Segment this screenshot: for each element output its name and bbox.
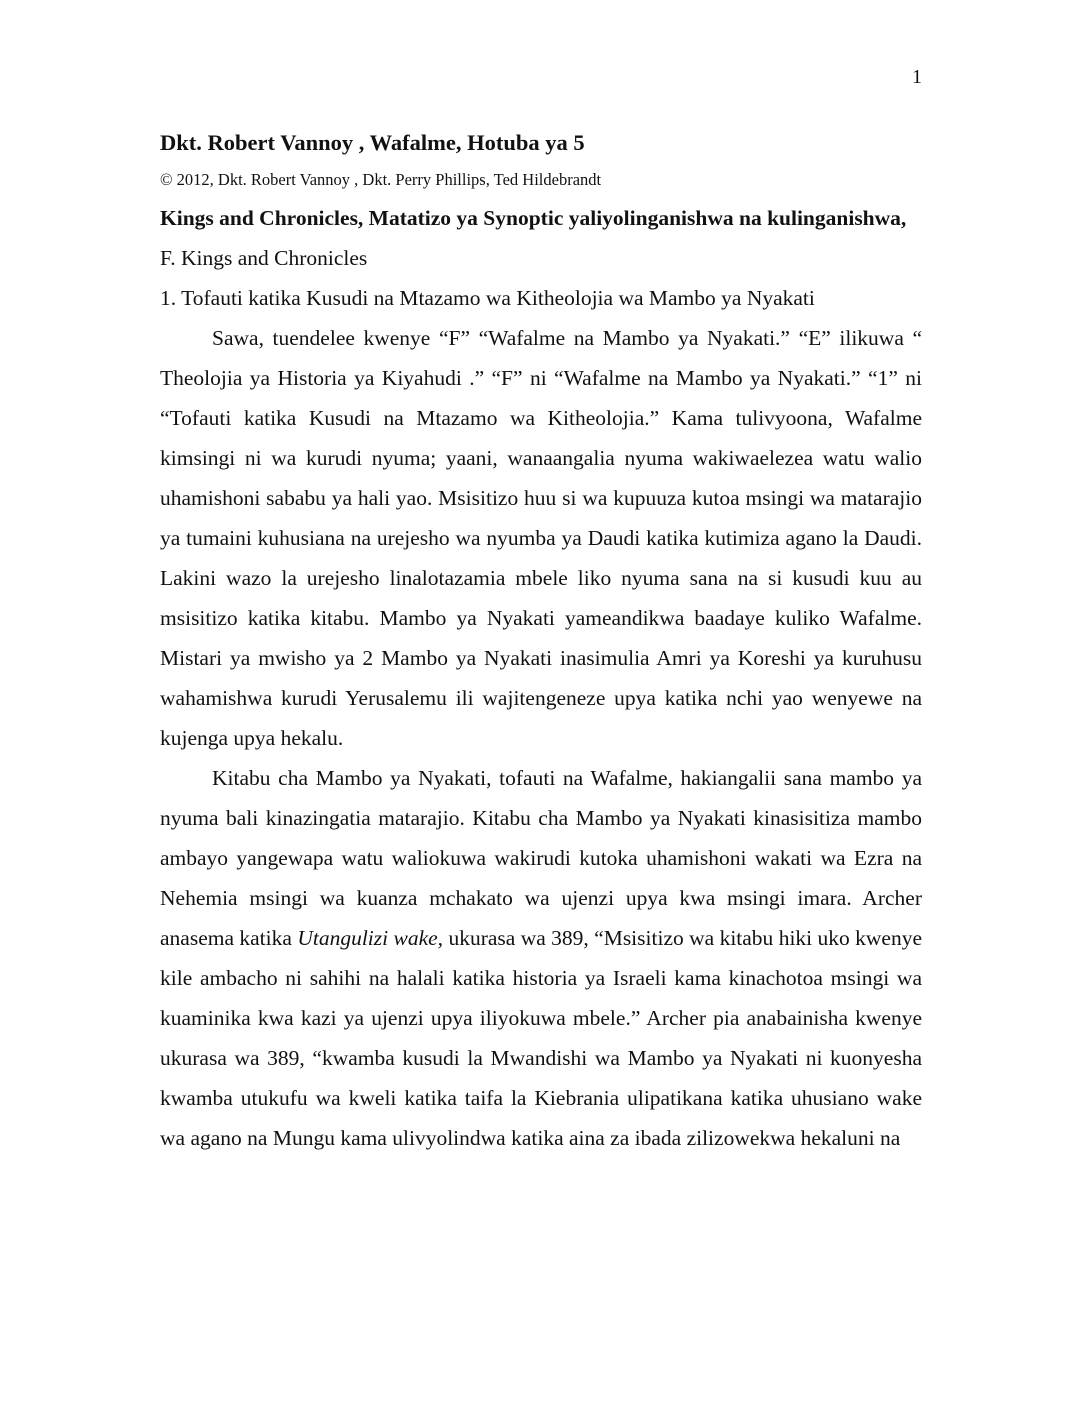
page-number: 1 — [912, 66, 922, 88]
section-subheading-1: 1. Tofauti katika Kusudi na Mtazamo wa Kitheolojia wa Mambo ya Nyakati — [160, 286, 815, 310]
book-title-italic: Utangulizi wake, — [297, 926, 444, 950]
paragraph-2-end: ukurasa wa 389, “Msisitizo wa kitabu hiki uko kwenye kile ambacho ni sahihi na halali katika historia ya Israeli kama kinachotoa msingi wa kuaminika kwa kazi ya ujenzi upya iliyokuwa mbele.” Archer pia anabainisha kwenye ukurasa wa 389, “kwamba kusudi la Mwandishi wa Mambo ya Nyakati ni kuonyesha kwamba utukufu wa kweli katika taifa la Kiebrania ulipatikana katika uhusiano wake wa agano na Mungu kama ulivyolindwa katika aina za ibada zilizowekwa hekaluni na — [160, 926, 923, 1150]
paragraph-2-start: Kitabu cha Mambo ya Nyakati, tofauti na Wafalme, hakiangalii sana mambo ya nyuma bali kinazingatia matarajio. Kitabu cha Mambo ya Nyakati kinasisitiza mambo ambayo yangewapa watu waliokuwa wakirudi kutoka uhamishoni wakati wa Ezra na Nehemia msingi wa kuanza mchakato wa ujenzi upya kwa msingi imara. Archer anasema katika — [160, 766, 922, 950]
document-body — [160, 124, 922, 1158]
document-title: Dkt. Robert Vannoy , Wafalme, Hotuba ya 5 — [160, 130, 585, 155]
document-subtitle: Kings and Chronicles, Matatizo ya Synoptic yaliyolinganishwa na kulinganishwa, — [160, 206, 907, 230]
copyright-line: © 2012, Dkt. Robert Vannoy , Dkt. Perry Phillips, Ted Hildebrandt — [160, 170, 602, 189]
paragraph-1: Sawa, tuendelee kwenye “F” “Wafalme na Mambo ya Nyakati.” “E” ilikuwa “ Theolojia ya Historia ya Kiyahudi .” “F” ni “Wafalme na Mambo ya Nyakati.” “1” ni “Tofauti katika Kusudi na Mtazamo wa Kitheolojia.” Kama tulivyoona, Wafalme kimsingi ni wa kurudi nyuma; yaani, wanaangalia nyuma wakiwaelezea watu walio uhamishoni sababu ya hali yao. Msisitizo huu si wa kupuuza kutoa msingi wa matarajio ya tumaini kuhusiana na urejesho wa nyumba ya Daudi katika kutimiza agano la Daudi. Lakini wazo la urejesho linalotazamia mbele liko nyuma sana na si kusudi kuu au msisitizo katika kitabu. Mambo ya Nyakati yameandikwa baadaye kuliko Wafalme. Mistari ya mwisho ya 2 Mambo ya Nyakati inasimulia Amri ya Koreshi ya kuruhusu wahamishwa kurudi Yerusalemu ili wajitengeneze upya katika nchi yao wenyewe na kujenga upya hekalu. — [160, 326, 922, 750]
section-heading-f: F. Kings and Chronicles — [160, 246, 368, 270]
paragraph-2 — [160, 758, 922, 1158]
